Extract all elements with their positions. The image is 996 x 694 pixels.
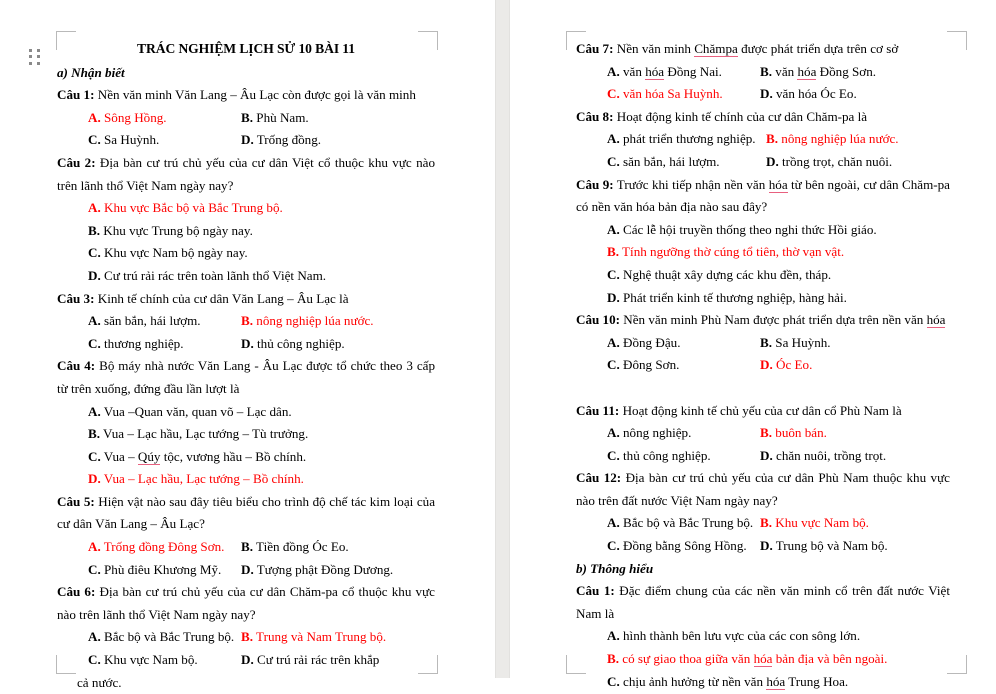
question-number: Câu 11: [576, 402, 620, 418]
option-b[interactable]: B. văn hóa Đồng Sơn. [760, 63, 877, 79]
option-d[interactable]: D. Trống đồng. [241, 132, 322, 148]
page-title: TRÁC NGHIỆM LỊCH SỬ 10 BÀI 11 [137, 41, 355, 56]
option-d[interactable]: D. Óc Eo. [760, 357, 813, 373]
page-left-body [57, 0, 435, 694]
question-number: Câu 10: [576, 312, 621, 328]
option-b[interactable]: B. Khu vực Trung bộ ngày nay. [88, 222, 253, 238]
crop-mark-bottom-right [947, 655, 967, 674]
question-number: Câu 9: [576, 176, 614, 192]
question-block [57, 581, 435, 694]
question-number: Câu 2: [57, 154, 96, 170]
option-b[interactable]: B. Sa Huỳnh. [760, 334, 831, 350]
option-row [57, 626, 435, 649]
option-row [57, 559, 435, 582]
spellcheck-underline: hóa [645, 63, 665, 79]
option-a[interactable]: A. hình thành bên lưu vực của các con sông lớn. [607, 628, 861, 644]
option-b[interactable]: B. Trung và Nam Trung bộ. [241, 629, 387, 645]
option-d[interactable]: D. Phát triển kinh tế thương nghiệp, hàng hải. [607, 289, 847, 305]
option-c[interactable]: C. Khu vực Nam bộ ngày nay. [88, 245, 248, 261]
question-text: Nền văn minh Phù Nam được phát triển dựa trên nền văn hóa [620, 312, 946, 328]
option-row [57, 333, 435, 356]
section-heading-b: b) Thông hiểu [576, 560, 654, 576]
option-row [57, 536, 435, 559]
question-number: Câu 1: [57, 87, 95, 103]
option-a[interactable]: A. văn hóa Đồng Nai. [607, 63, 722, 79]
document-page-right [510, 0, 996, 689]
question-number: Câu 3: [57, 290, 95, 306]
option-d[interactable]: D. Tượng phật Đồng Dương. [241, 561, 394, 577]
question-stem [576, 309, 950, 332]
spellcheck-underline: hóa [768, 176, 788, 192]
option-a[interactable]: A. Đồng Đậu. [607, 334, 681, 350]
question-block [576, 467, 950, 557]
option-c[interactable]: C. Nghệ thuật xây dựng các khu đền, tháp. [607, 266, 832, 282]
question-block [57, 84, 435, 152]
question-stem [57, 581, 435, 626]
question-text: Trước khi tiếp nhận nền văn hóa từ bên ngoài, cư dân Chăm-pa có nền văn hóa bản địa nào sau đây? [576, 176, 950, 215]
question-block [57, 152, 435, 288]
question-text: Kinh tế chính của cư dân Văn Lang – Âu Lạc là [94, 290, 349, 306]
option-row [57, 107, 435, 130]
question-stem [57, 152, 435, 197]
option-d[interactable]: D. Trung bộ và Nam bộ. [760, 538, 888, 554]
drag-handle-icon[interactable] [29, 49, 41, 65]
spellcheck-underline: Qúy [137, 448, 161, 464]
question-number: Câu 7: [576, 41, 614, 56]
question-number: Câu 12: [576, 470, 622, 486]
document-page-left [0, 0, 495, 690]
option-c[interactable]: C. Khu vực Nam bộ. [88, 652, 198, 668]
question-stem [576, 580, 950, 625]
paragraph-spacer [576, 377, 950, 400]
question-block [576, 580, 950, 693]
option-d[interactable]: D. Cư trú rải rác trên toàn lãnh thổ Việt Nam. [88, 267, 327, 283]
spellcheck-underline: hóa [766, 673, 786, 689]
option-row [57, 310, 435, 333]
option-c-text-misspelled: Vua – Qúy tộc, vương hầu – Bồ chính. [100, 448, 307, 464]
option-b[interactable]: B. buôn bán. [760, 425, 827, 441]
option-d-continuation: cả nước. [77, 674, 122, 690]
option-d[interactable]: D. chăn nuôi, trồng trọt. [760, 447, 887, 463]
question-stem [576, 400, 950, 423]
option-row [57, 649, 435, 672]
option-b[interactable]: B. Vua – Lạc hầu, Lạc tướng – Tù trưởng. [88, 426, 309, 442]
question-stem [576, 106, 950, 129]
option-c[interactable]: C. chịu ảnh hưởng từ nền văn hóa Trung Hoa. [607, 673, 849, 689]
spellcheck-underline: hóa [926, 312, 946, 328]
question-stem [576, 38, 950, 61]
option-a[interactable]: A. Bắc bộ và Bắc Trung bộ. [607, 515, 754, 531]
question-text: Địa bàn cư trú chủ yếu của cư dân Phù Nam thuộc khu vực nào trên đất nước Việt Nam ngày nay? [576, 470, 950, 508]
question-text: Nền văn minh Chămpa được phát triển dựa trên cơ sở [613, 41, 899, 56]
option-b[interactable]: B. nông nghiệp lúa nước. [241, 313, 374, 329]
option-c[interactable]: C. thủ công nghiệp. [607, 447, 711, 463]
option-c[interactable]: C. săn bắn, hái lượm. [607, 153, 720, 169]
spellcheck-underline: Chămpa [694, 41, 738, 56]
option-row [576, 354, 950, 377]
question-number: Câu 8: [576, 108, 614, 124]
spellcheck-underline: hóa [797, 63, 817, 79]
option-b[interactable]: B. Tiền đồng Óc Eo. [241, 539, 349, 555]
option-b[interactable]: B. có sự giao thoa giữa văn hóa bản địa và bên ngoài. [607, 651, 888, 667]
question-stem [57, 288, 435, 311]
question-stem [57, 491, 435, 536]
question-text: Hoạt động kinh tế chủ yếu của cư dân cổ Phù Nam là [619, 402, 902, 418]
question-block [576, 106, 950, 174]
page-gutter-divider [495, 0, 510, 678]
question-number: Câu 6: [57, 584, 96, 600]
question-block [57, 355, 435, 491]
spellcheck-underline: hóa [753, 651, 773, 667]
option-b[interactable]: B. Tính ngưỡng thờ cúng tổ tiên, thờ vạn vật. [607, 244, 845, 260]
option-a[interactable]: A. Bắc bộ và Bắc Trung bộ. [88, 629, 235, 645]
option-row [576, 83, 950, 106]
question-text: Nền văn minh Văn Lang – Âu Lạc còn được gọi là văn minh [94, 87, 416, 103]
option-a[interactable]: A. phát triển thương nghiệp. [607, 131, 756, 147]
question-text: Bộ máy nhà nước Văn Lang - Âu Lạc được tổ chức theo 3 cấp từ trên xuống, đứng đầu lần lượt là [57, 358, 435, 396]
crop-mark-top-right [947, 31, 967, 50]
question-text: Hoạt động kinh tế chính của cư dân Chăm-pa là [613, 108, 868, 124]
page-right-body [576, 0, 950, 693]
question-block [576, 38, 950, 106]
option-row [576, 535, 950, 558]
option-a[interactable]: A. Sông Hồng. [88, 109, 167, 125]
option-b[interactable]: B. Khu vực Nam bộ. [760, 515, 869, 531]
question-block [576, 400, 950, 468]
option-row [576, 61, 950, 84]
option-b[interactable]: B. nông nghiệp lúa nước. [766, 131, 899, 147]
option-d[interactable]: D. thủ công nghiệp. [241, 335, 345, 351]
question-number: Câu 5: [57, 493, 95, 509]
option-row [576, 128, 950, 151]
question-text: Hiện vật nào sau đây tiêu biểu cho trình độ chế tác kim loại của cư dân Văn Lang – Âu Lạc? [57, 493, 436, 532]
question-text: Địa bàn cư trú chủ yếu của cư dân Việt cổ thuộc khu vực nào trên lãnh thổ Việt Nam ngày nay? [57, 154, 435, 193]
option-c[interactable]: C. Sa Huỳnh. [88, 132, 160, 148]
question-stem [57, 84, 435, 107]
option-b[interactable]: B. Phù Nam. [241, 109, 309, 125]
option-row [576, 512, 950, 535]
option-a[interactable]: A. Vua –Quan văn, quan võ – Lạc dân. [88, 403, 292, 419]
option-a[interactable]: A. nông nghiệp. [607, 425, 692, 441]
option-a[interactable]: A. Các lễ hội truyền thống theo nghi thức Hồi giáo. [607, 221, 877, 237]
option-d[interactable]: D. văn hóa Óc Eo. [760, 86, 857, 102]
option-c[interactable]: C. Đông Sơn. [607, 357, 680, 373]
question-block [57, 491, 435, 581]
question-stem [576, 467, 950, 512]
question-block [576, 174, 950, 310]
option-a[interactable]: A. Khu vực Bắc bộ và Bắc Trung bộ. [88, 200, 283, 216]
question-text: Địa bàn cư trú chủ yếu của cư dân Chăm-pa cổ thuộc khu vực nào trên lãnh thổ Việt Nam ngày nay? [57, 584, 435, 622]
option-d[interactable]: D. Vua – Lạc hầu, Lạc tướng – Bồ chính. [88, 471, 304, 487]
option-c[interactable]: C. Đồng bằng Sông Hồng. [607, 538, 747, 554]
question-block [576, 309, 950, 377]
section-heading-a: a) Nhận biết [57, 64, 125, 80]
option-c[interactable]: C. Phù điêu Khương Mỹ. [88, 561, 222, 577]
question-text: Đặc điểm chung của các nền văn minh cổ trên đất nước Việt Nam là [576, 583, 951, 621]
option-c[interactable]: C. văn hóa Sa Huỳnh. [607, 86, 723, 102]
option-c[interactable]: C. thương nghiệp. [88, 335, 184, 351]
option-row [576, 422, 950, 445]
option-a[interactable]: A. Trống đồng Đông Sơn. [88, 539, 225, 555]
option-c[interactable]: C. Vua – Qúy tộc, vương hầu – Bồ chính. [88, 448, 307, 464]
question-number: Câu 4: [57, 358, 96, 374]
question-stem [57, 355, 435, 400]
question-number: Câu 1: [576, 583, 615, 599]
option-row [576, 445, 950, 468]
option-d[interactable]: D. Cư trú rải rác trên khắp [241, 652, 380, 668]
question-stem [576, 174, 950, 219]
option-row [57, 129, 435, 152]
option-row [576, 332, 950, 355]
option-a[interactable]: A. săn bắn, hái lượm. [88, 313, 201, 329]
option-row [576, 151, 950, 174]
option-d[interactable]: D. trồng trọt, chăn nuôi. [766, 153, 893, 169]
question-block [57, 288, 435, 356]
